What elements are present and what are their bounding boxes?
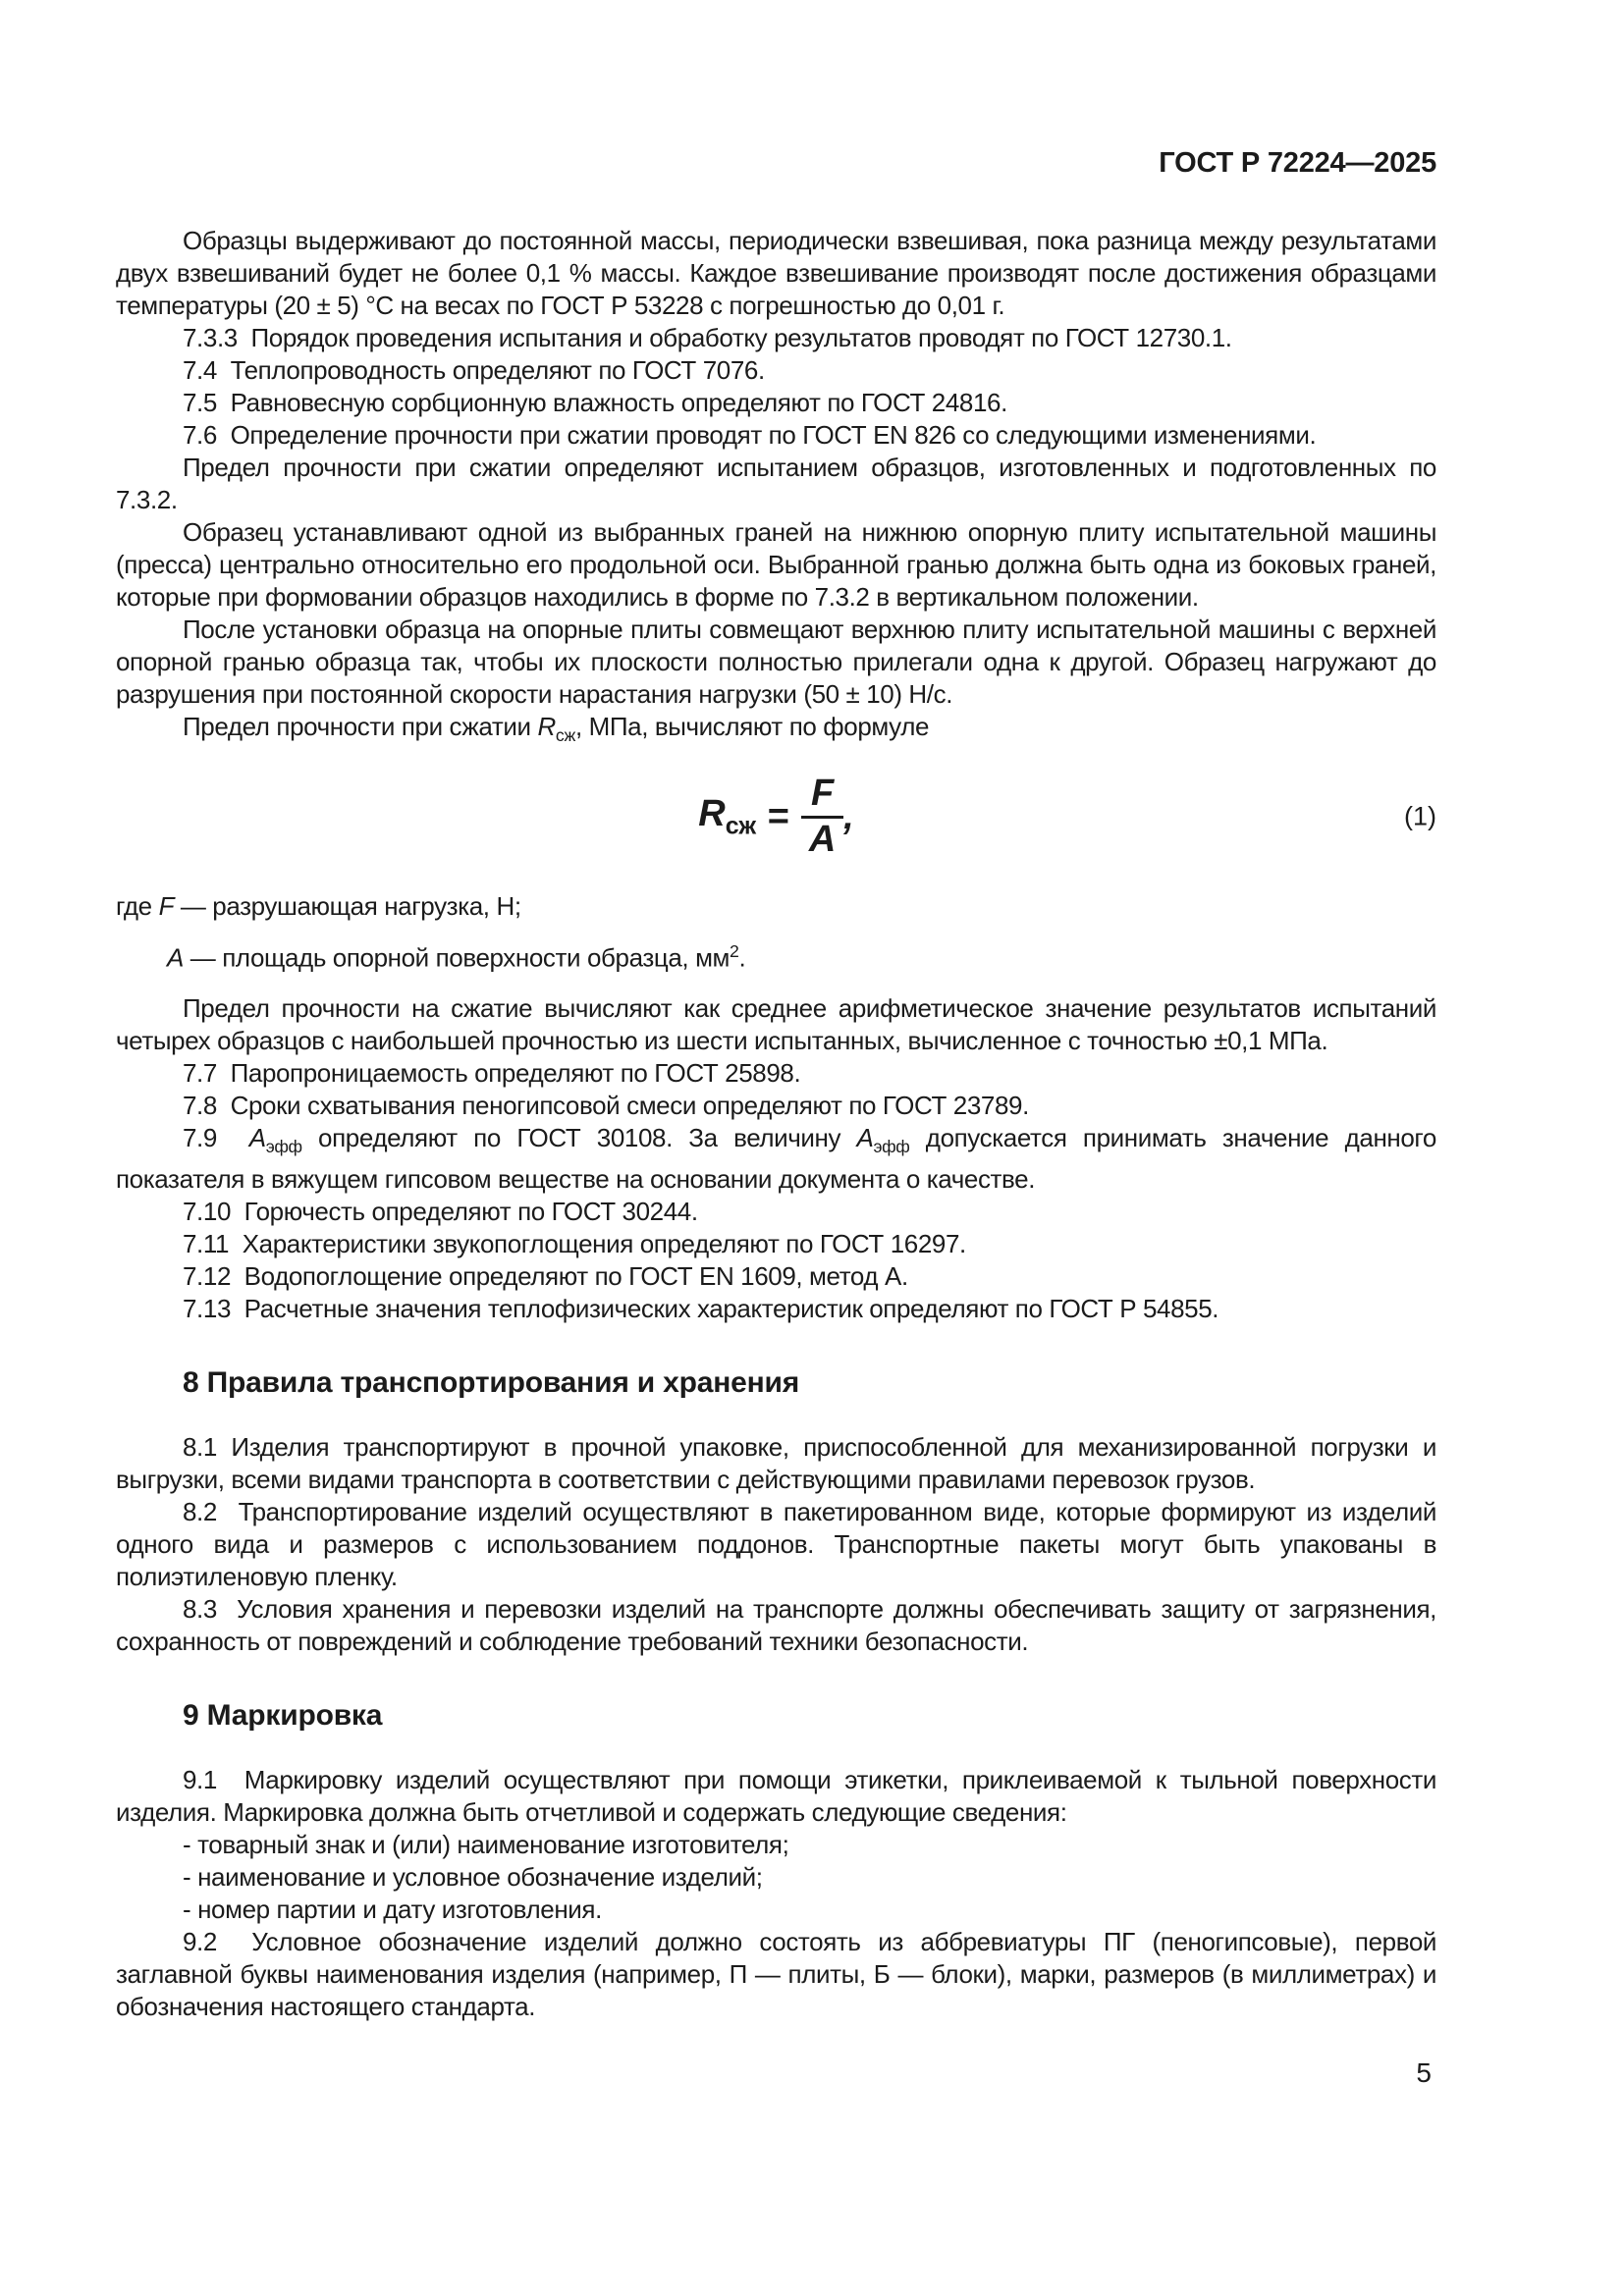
formula-expression: [116, 766, 1436, 868]
variable-r-subscript: сж: [555, 725, 575, 746]
clause-7-13: 7.13 Расчетные значения теплофизических характеристик определяют по ГОСТ Р 54855.: [183, 1294, 1219, 1324]
clause-7-9-middle: определяют по ГОСТ 30108. За величину: [301, 1122, 857, 1152]
fraction: [801, 774, 843, 860]
subscript-eff-1: эфф: [265, 1137, 302, 1157]
superscript-2: 2: [730, 941, 739, 962]
clause-9-2: 9.2 Условное обозначение изделий должно состоять из аббревиатуры ПГ (пеногипсовые), первой заглавной буквы наименования изделия (например, П — плиты, Б — блоки), марки, размеров (в миллиметрах) и обозначения настоящего стандарта.: [116, 1927, 1436, 2022]
clause-7-12: 7.12 Водопоглощение определяют по ГОСТ EN 1609, метод А.: [183, 1261, 908, 1292]
fraction-denominator: A: [808, 818, 837, 860]
clause-7-8: 7.8 Сроки схватывания пеногипсовой смеси определяют по ГОСТ 23789.: [183, 1090, 1029, 1120]
variable-a-eff-1: А: [248, 1122, 266, 1152]
formula-lhs-symbol: R: [698, 792, 726, 834]
where-line-a: [116, 929, 1436, 981]
page-content: [116, 0, 1436, 2023]
paragraph-drying: Образцы выдерживают до постоянной массы, периодически взвешивая, пока разница между результатами двух взвешиваний будет не более 0,1 % массы. Каждое взвешивание производят после достижения образцами температуры (20 ± 5) °С на весах по ГОСТ Р 53228 с погрешностью до 0,01 г.: [116, 226, 1436, 320]
clause-8-3: 8.3 Условия хранения и перевозки изделий на транспорте должны обеспечивать защиту от загрязнения, сохранность от повреждений и соблюдение требований техники безопасности.: [116, 1594, 1436, 1657]
where-f-description: — разрушающая нагрузка, Н;: [174, 891, 521, 922]
formula-intro-text: Предел прочности при сжатии: [183, 712, 538, 741]
formula-comma: ,: [843, 795, 854, 837]
variable-r: R: [537, 712, 556, 741]
clause-7-11: 7.11 Характеристики звукопоглощения определяют по ГОСТ 16297.: [183, 1229, 966, 1259]
paragraph-prep: Предел прочности при сжатии определяют испытанием образцов, изготовленных и подготовленных по 7.3.2.: [116, 453, 1436, 514]
clause-7-5: 7.5 Равновесную сорбционную влажность определяют по ГОСТ 24816.: [183, 388, 1007, 417]
clause-7-9-number: 7.9: [183, 1122, 249, 1152]
fraction-numerator: F: [801, 774, 843, 819]
clause-9-1: 9.1 Маркировку изделий осуществляют при помощи этикетки, приклеиваемой к тыльной поверхности изделия. Маркировка должна быть отчетливой и содержать следующие сведения:: [116, 1765, 1436, 1828]
standard-designation: ГОСТ Р 72224—2025: [1159, 147, 1436, 179]
page-number: 5: [1416, 2057, 1432, 2088]
formula-lhs-subscript: сж: [725, 812, 756, 840]
section-9-title: 9 Маркировка: [183, 1699, 383, 1733]
clause-8-1: 8.1 Изделия транспортируют в прочной упаковке, приспособленной для механизированной погрузки и выгрузки, всеми видами транспорта в соответствии с действующими правилами перевозок грузов.: [116, 1432, 1436, 1495]
paragraph-after-install: После установки образца на опорные плиты совмещают верхнюю плиту испытательной машины с верхней опорной гранью образца так, чтобы их плоскости полностью прилегали одна к другой. Образец нагружают до разрушения при постоянной скорости нарастания нагрузки (50 ± 10) Н/с.: [116, 614, 1436, 709]
clause-7-4: 7.4 Теплопроводность определяют по ГОСТ 7076.: [183, 355, 765, 385]
marking-list-item-batch: - номер партии и дату изготовления.: [183, 1895, 602, 1925]
spacer: [116, 981, 1436, 992]
paragraph-install: Образец устанавливают одной из выбранных граней на нижнюю опорную плиту испытательной машины (пресса) центрально относительно его продольной оси. Выбранной гранью должна быть одна из боковых граней, которые при формовании образцов находились в форме по 7.3.2 в вертикальном положении.: [116, 517, 1436, 612]
formula-1: [116, 766, 1436, 868]
paragraph-mean: Предел прочности на сжатие вычисляют как среднее арифметическое значение результатов испытаний четырех образцов с наибольшей прочностью из шести испытанных, вычисленное с точностью ±0,1 МПа.: [116, 992, 1436, 1055]
variable-a-eff-2: А: [856, 1122, 874, 1152]
clause-8-2: 8.2 Транспортирование изделий осуществляют в пакетированном виде, которые формируют из изделий одного вида и размеров с использованием поддонов. Транспортные пакеты могут быть упакованы в полиэтиленовую пленку.: [116, 1497, 1436, 1592]
formula-lhs: [698, 793, 755, 841]
marking-list-item-designation: - наименование и условное обозначение изделий;: [183, 1862, 763, 1893]
formula-intro-tail: , МПа, вычисляют по формуле: [574, 712, 930, 741]
clause-7-10: 7.10 Горючесть определяют по ГОСТ 30244.: [183, 1197, 698, 1227]
clause-7-6: 7.6 Определение прочности при сжатии проводят по ГОСТ EN 826 со следующими изменениями.: [183, 420, 1317, 450]
section-8-title: 8 Правила транспортирования и хранения: [183, 1366, 800, 1400]
clause-7-9-tail: допускается принимать значение данного показателя в вяжущем гипсовом веществе на основании документа о качестве.: [116, 1122, 1436, 1195]
clause-7-3-3: 7.3.3 Порядок проведения испытания и обработку результатов проводят по ГОСТ 12730.1.: [183, 323, 1232, 352]
where-lead: где: [116, 891, 159, 922]
paragraph-formula-intro: [116, 711, 1436, 752]
formula-number: (1): [1404, 801, 1436, 831]
clause-7-7: 7.7 Паропроницаемость определяют по ГОСТ 25898.: [183, 1057, 801, 1088]
where-a-tail: .: [738, 942, 746, 973]
marking-list-item-trademark: - товарный знак и (или) наименование изготовителя;: [183, 1830, 789, 1860]
subscript-eff-2: эфф: [873, 1137, 910, 1157]
variable-f: F: [158, 891, 175, 922]
where-a-description: — площадь опорной поверхности образца, мм: [183, 942, 731, 973]
clause-7-9: [116, 1122, 1436, 1196]
variable-a: А: [167, 942, 184, 973]
where-line-f: [116, 883, 1436, 929]
equals-sign: =: [767, 795, 789, 837]
